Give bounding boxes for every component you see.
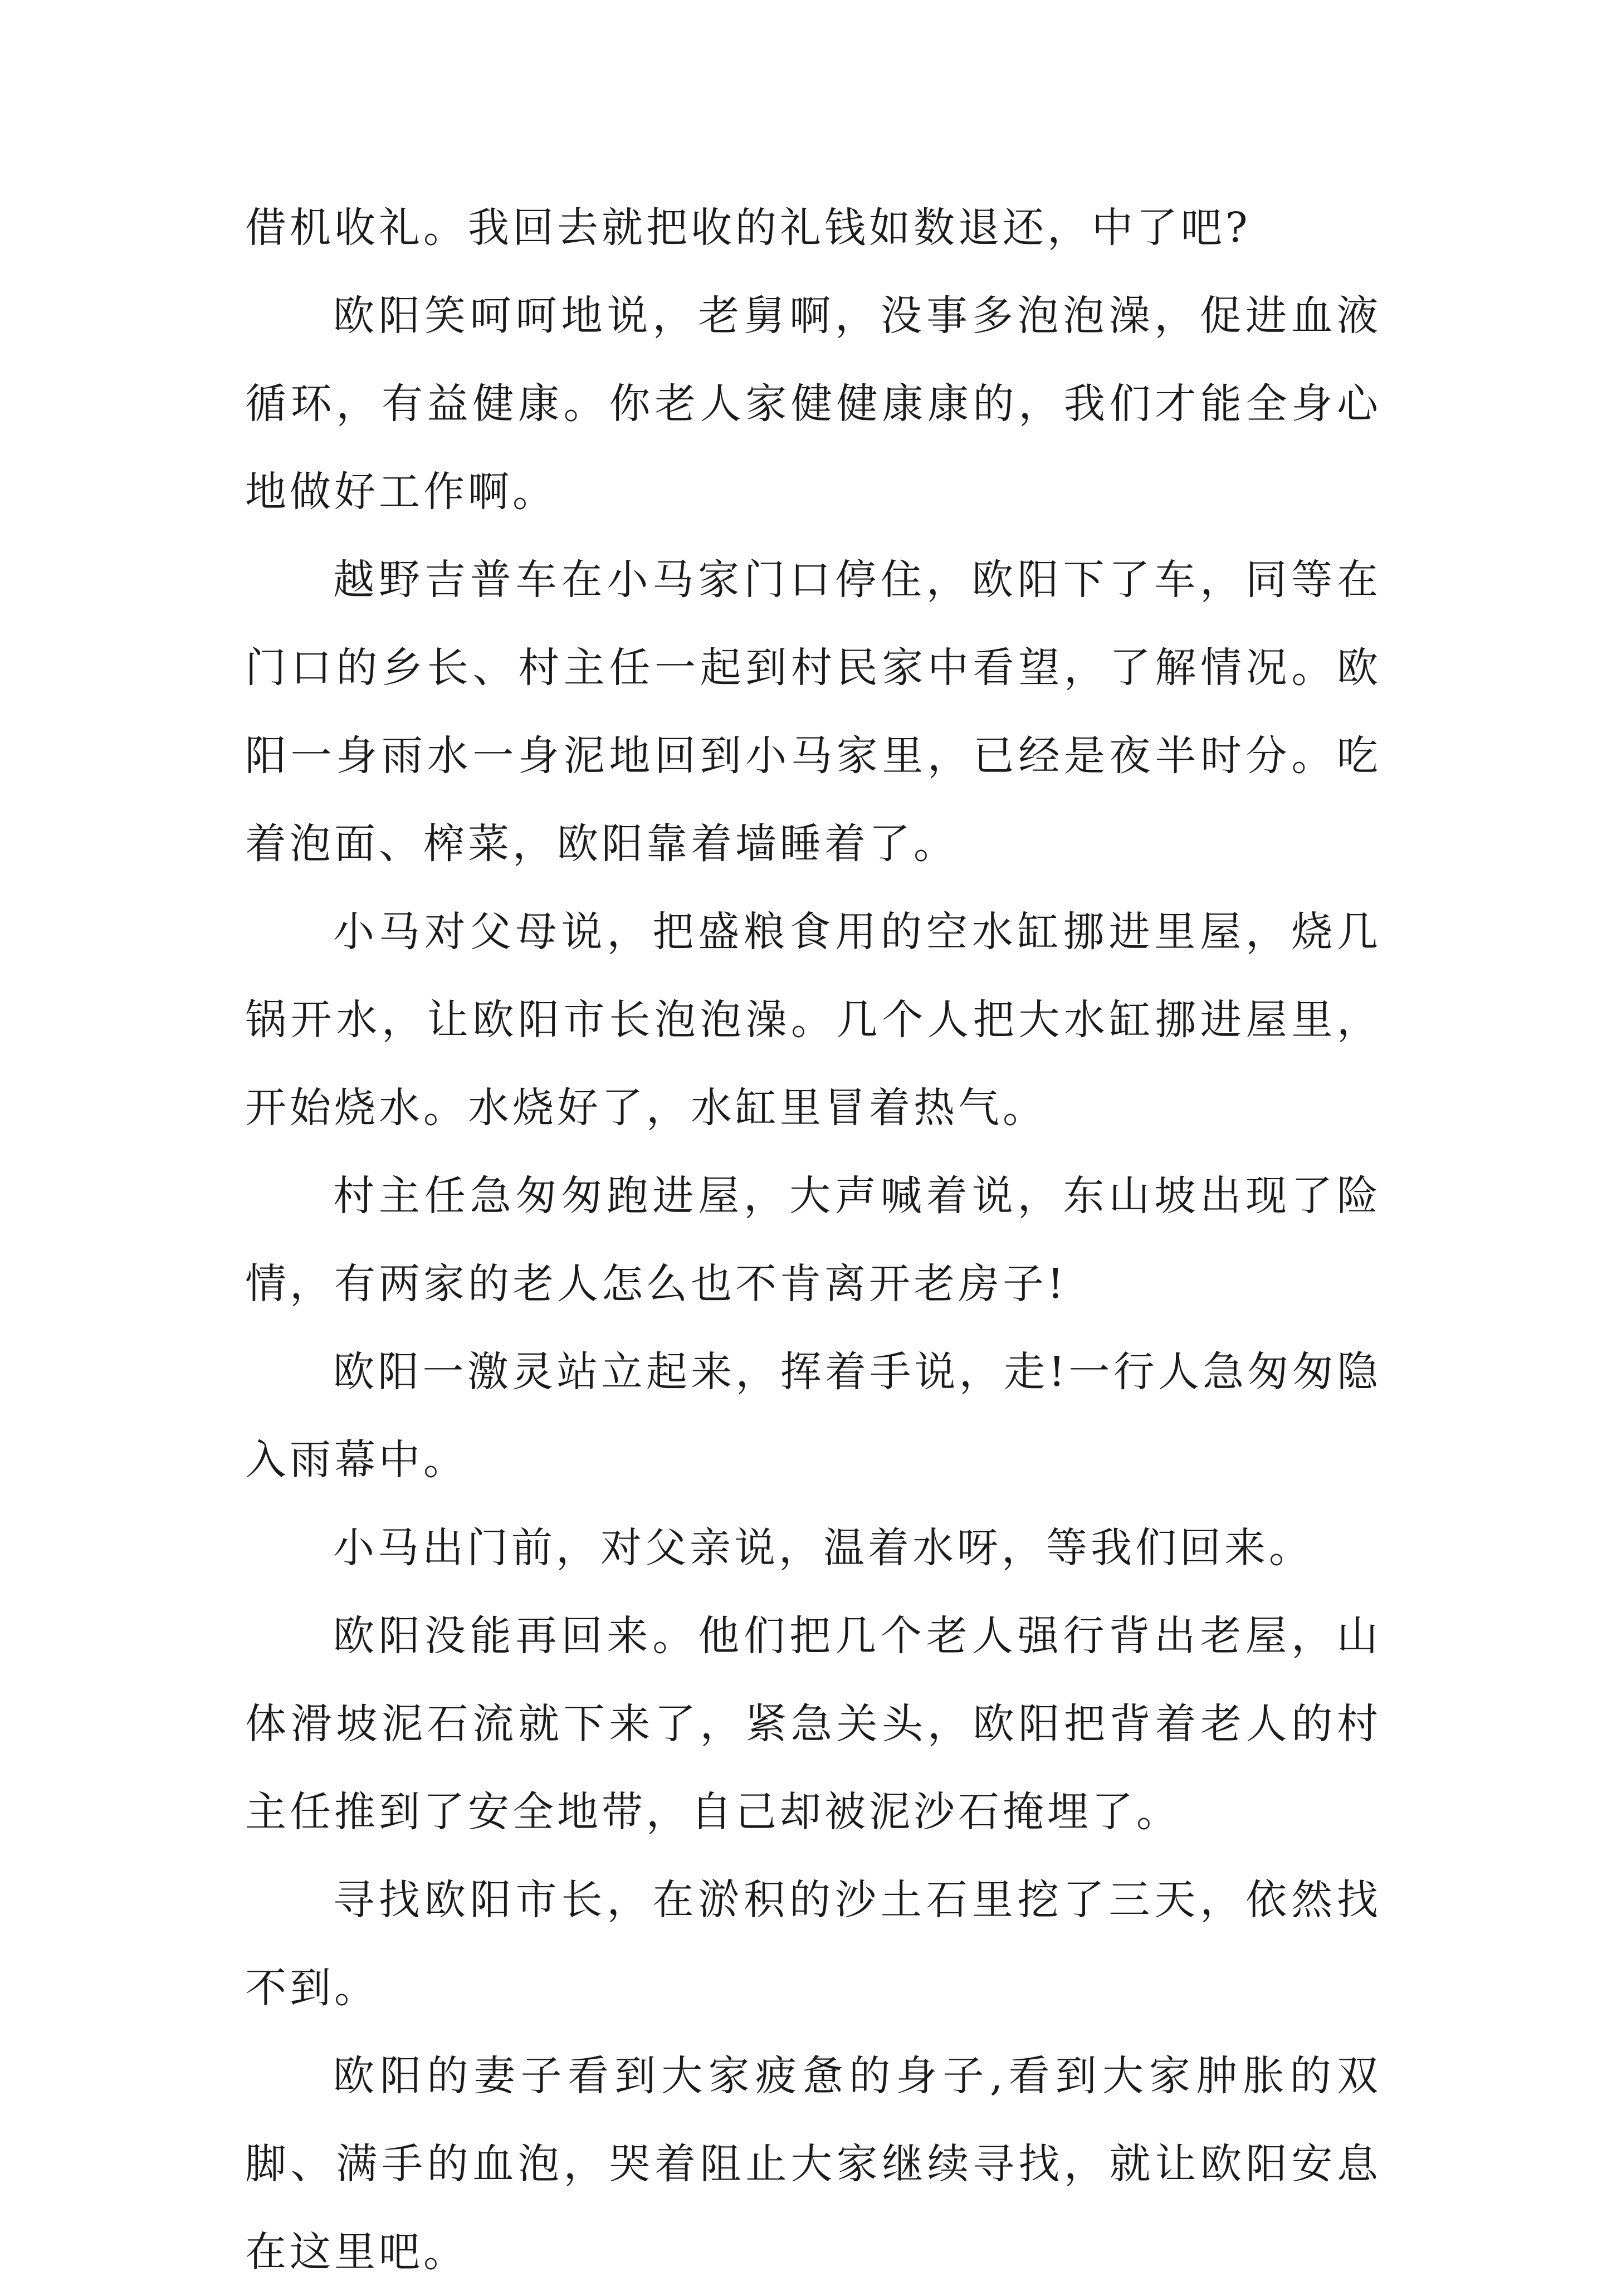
paragraph-3: 越野吉普车在小马家门口停住，欧阳下了车，同等在门口的乡长、村主任一起到村民家中看望，了解情况。欧阳一身雨水一身泥地回到小马家里，已经是夜半时分。吃着泡面、榨菜，欧阳靠着墙睡着了。 — [245, 556, 1381, 868]
paragraph-4: 小马对父母说，把盛粮食用的空水缸挪进里屋，烧几锅开水，让欧阳市长泡泡澡。几个人把大水缸挪进屋里，开始烧水。水烧好了，水缸里冒着热气。 — [245, 908, 1381, 1132]
body-text — [245, 184, 1381, 2296]
paragraph-9: 寻找欧阳市长，在淤积的沙土石里挖了三天，依然找不到。 — [245, 1876, 1381, 2012]
paragraph-2: 欧阳笑呵呵地说，老舅啊，没事多泡泡澡，促进血液循环，有益健康。你老人家健健康康的，我们才能全身心地做好工作啊。 — [245, 292, 1381, 516]
paragraph-7: 小马出门前，对父亲说，温着水呀，等我们回来。 — [333, 1524, 1313, 1572]
paragraph-6: 欧阳一激灵站立起来，挥着手说，走!一行人急匆匆隐入雨幕中。 — [245, 1348, 1381, 1484]
paragraph-8: 欧阳没能再回来。他们把几个老人强行背出老屋，山体滑坡泥石流就下来了，紧急关头，欧阳把背着老人的村主任推到了安全地带，自己却被泥沙石掩埋了。 — [245, 1612, 1381, 1836]
paragraph-10: 欧阳的妻子看到大家疲惫的身子,看到大家肿胀的双脚、满手的血泡，哭着阻止大家继续寻找，就让欧阳安息在这里吧。 — [245, 2052, 1381, 2276]
paragraph-5: 村主任急匆匆跑进屋，大声喊着说，东山坡出现了险情，有两家的老人怎么也不肯离开老房子! — [245, 1172, 1381, 1308]
paragraph-1: 借机收礼。我回去就把收的礼钱如数退还，中了吧? — [245, 204, 1251, 252]
